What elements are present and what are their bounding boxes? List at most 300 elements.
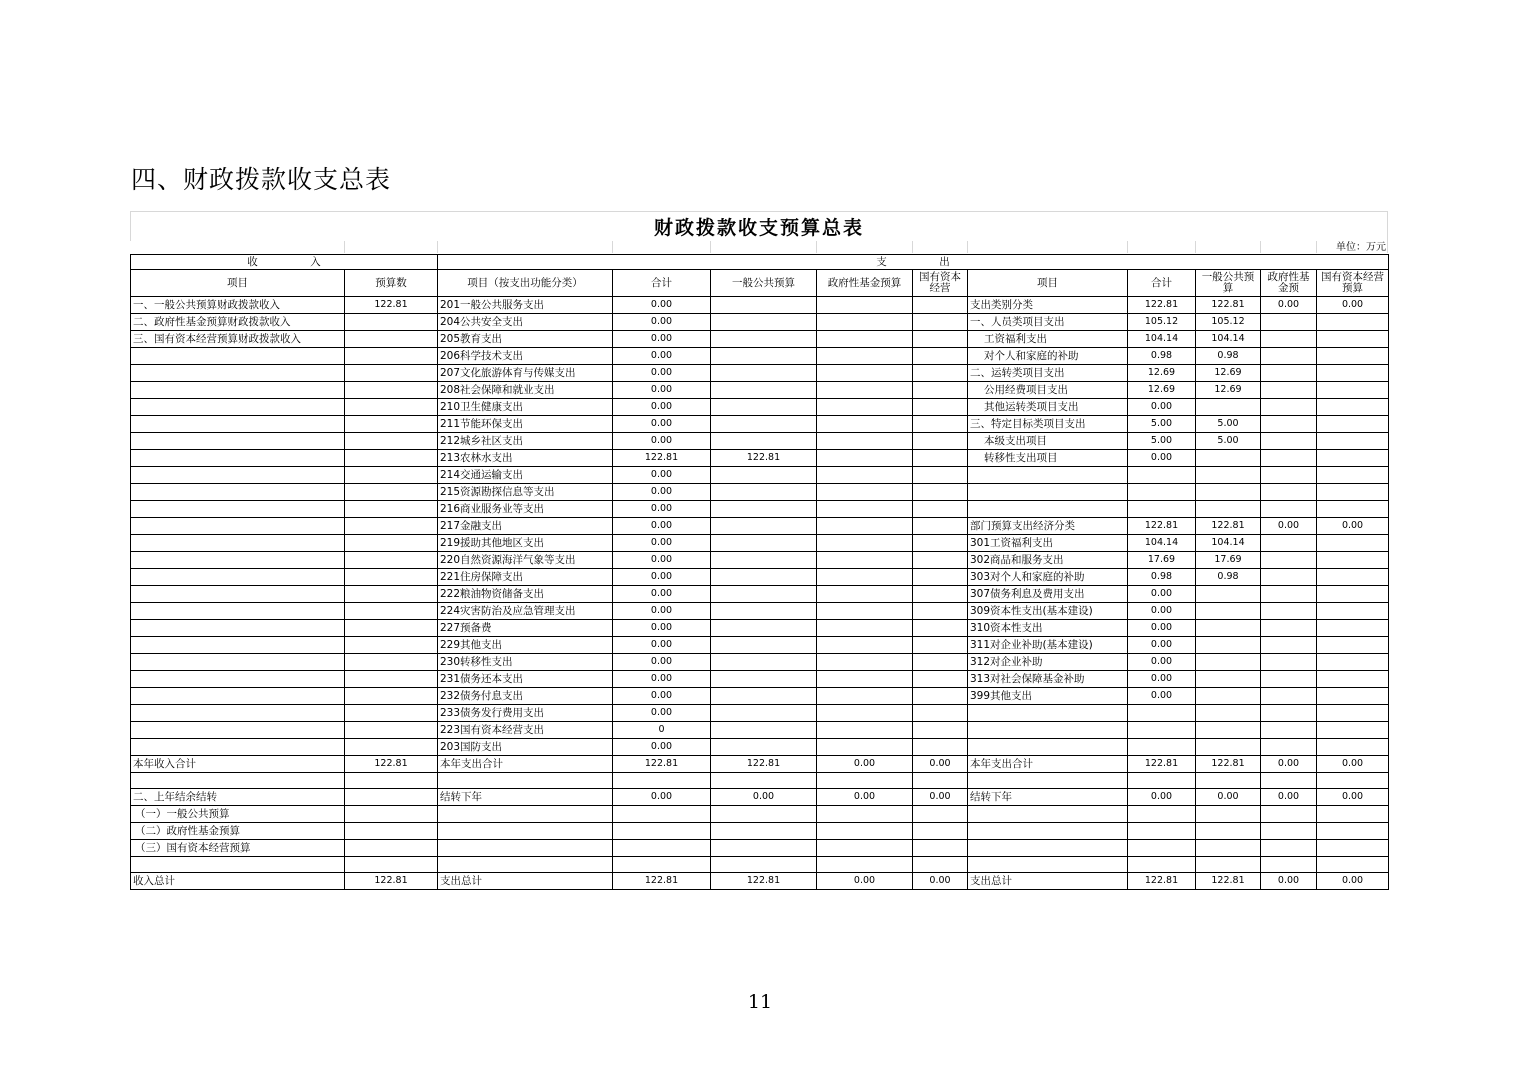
table-cell <box>345 857 438 873</box>
table-cell <box>131 450 345 467</box>
table-cell <box>1317 382 1389 399</box>
table-cell <box>1128 467 1196 484</box>
table-cell: 0.00 <box>613 603 711 620</box>
table-cell <box>1317 501 1389 518</box>
table-cell <box>913 484 968 501</box>
table-row <box>131 857 1389 873</box>
table-cell <box>711 365 817 382</box>
table-cell: 211节能环保支出 <box>438 416 613 433</box>
table-cell <box>968 501 1128 518</box>
table-cell: 215资源勘探信息等支出 <box>438 484 613 501</box>
table-cell <box>345 433 438 450</box>
table-cell <box>817 654 913 671</box>
table-cell: 0.00 <box>817 789 913 806</box>
table-cell: 122.81 <box>1196 297 1261 314</box>
table-cell <box>968 484 1128 501</box>
table-cell: 224灾害防治及应急管理支出 <box>438 603 613 620</box>
table-cell <box>1196 399 1261 416</box>
table-cell <box>817 722 913 739</box>
table-cell <box>913 620 968 637</box>
table-cell: 122.81 <box>1196 518 1261 535</box>
table-cell: 0.98 <box>1128 348 1196 365</box>
table-cell <box>1128 501 1196 518</box>
table-cell <box>1317 467 1389 484</box>
table-cell <box>1128 857 1196 873</box>
table-cell <box>817 382 913 399</box>
table-cell: 本年支出合计 <box>438 756 613 773</box>
table-cell <box>711 569 817 586</box>
table-cell: 0.00 <box>1261 873 1317 890</box>
table-cell: 0.00 <box>1261 518 1317 535</box>
table-cell: 229其他支出 <box>438 637 613 654</box>
table-cell <box>1317 399 1389 416</box>
table-cell: 0.00 <box>613 467 711 484</box>
table-row <box>131 773 1389 789</box>
table-cell: 207文化旅游体育与传媒支出 <box>438 365 613 382</box>
table-cell <box>1261 806 1317 823</box>
table-cell <box>1261 722 1317 739</box>
table-cell <box>1261 857 1317 873</box>
table-cell <box>913 382 968 399</box>
table-cell <box>1128 484 1196 501</box>
table-cell <box>1196 705 1261 722</box>
table-cell: 105.12 <box>1196 314 1261 331</box>
table-cell: 122.81 <box>613 873 711 890</box>
table-cell <box>345 773 438 789</box>
table-cell <box>131 671 345 688</box>
table-cell: 0.00 <box>613 637 711 654</box>
table-cell: 310资本性支出 <box>968 620 1128 637</box>
table-cell <box>1261 501 1317 518</box>
table-cell <box>913 365 968 382</box>
table-cell: 0.00 <box>613 586 711 603</box>
table-cell <box>438 840 613 857</box>
table-cell: 0.00 <box>1261 789 1317 806</box>
table-cell <box>1128 739 1196 756</box>
table-cell: 一、人员类项目支出 <box>968 314 1128 331</box>
table-cell: 216商业服务业等支出 <box>438 501 613 518</box>
table-cell <box>131 382 345 399</box>
table-cell <box>613 857 711 873</box>
table-cell <box>345 552 438 569</box>
table-cell <box>1317 535 1389 552</box>
table-cell <box>1261 314 1317 331</box>
table-cell: 支出总计 <box>438 873 613 890</box>
table-cell: 222粮油物资储备支出 <box>438 586 613 603</box>
table-cell <box>345 840 438 857</box>
table-cell: 219援助其他地区支出 <box>438 535 613 552</box>
table-row <box>131 722 1389 739</box>
table-cell <box>345 806 438 823</box>
table-row <box>131 535 1389 552</box>
table-cell: 122.81 <box>1128 518 1196 535</box>
table-cell <box>817 552 913 569</box>
table-cell: 0.00 <box>1261 297 1317 314</box>
table-cell: 0.00 <box>1128 654 1196 671</box>
table-cell: 12.69 <box>1196 382 1261 399</box>
table-cell <box>711 637 817 654</box>
table-cell <box>1317 331 1389 348</box>
table-cell: 122.81 <box>345 756 438 773</box>
table-cell <box>913 586 968 603</box>
table-cell <box>913 331 968 348</box>
table-cell: 232债务付息支出 <box>438 688 613 705</box>
table-cell <box>1317 806 1389 823</box>
table-cell <box>131 535 345 552</box>
table-cell <box>438 857 613 873</box>
table-row <box>131 739 1389 756</box>
table-cell: 0.00 <box>1128 789 1196 806</box>
table-cell <box>1317 348 1389 365</box>
col-func-item: 项目（按支出功能分类） <box>438 270 613 297</box>
table-cell <box>131 365 345 382</box>
table-cell <box>1261 586 1317 603</box>
table-cell <box>1261 348 1317 365</box>
table-cell: 205教育支出 <box>438 331 613 348</box>
table-cell <box>817 739 913 756</box>
table-cell: 12.69 <box>1196 365 1261 382</box>
table-cell <box>1317 722 1389 739</box>
table-cell <box>968 739 1128 756</box>
table-cell <box>1261 331 1317 348</box>
table-cell <box>345 467 438 484</box>
table-cell <box>1128 705 1196 722</box>
table-row <box>131 348 1389 365</box>
table-cell <box>345 603 438 620</box>
table-cell <box>131 518 345 535</box>
table-cell: 105.12 <box>1128 314 1196 331</box>
table-cell <box>711 603 817 620</box>
table-cell <box>345 501 438 518</box>
table-cell <box>817 501 913 518</box>
table-row <box>131 873 1389 890</box>
table-cell: 122.81 <box>1128 756 1196 773</box>
table-cell <box>817 671 913 688</box>
table-cell <box>1128 773 1196 789</box>
table-cell: 0.00 <box>1317 789 1389 806</box>
table-cell <box>913 722 968 739</box>
table-cell <box>1261 416 1317 433</box>
table-cell <box>345 688 438 705</box>
table-cell <box>913 416 968 433</box>
table-cell <box>711 586 817 603</box>
table-cell <box>817 484 913 501</box>
table-cell <box>817 467 913 484</box>
table-row <box>131 416 1389 433</box>
table-cell <box>131 857 345 873</box>
table-cell <box>1317 314 1389 331</box>
table-cell <box>345 637 438 654</box>
table-cell <box>817 348 913 365</box>
expenditure-group-header: 支 出 <box>438 255 1389 270</box>
table-cell: 0.00 <box>613 314 711 331</box>
table-cell <box>711 518 817 535</box>
table-cell <box>913 637 968 654</box>
table-cell: 一、一般公共预算财政拨款收入 <box>131 297 345 314</box>
table-cell <box>817 535 913 552</box>
table-cell: 104.14 <box>1196 331 1261 348</box>
table-cell <box>1317 450 1389 467</box>
table-row <box>131 382 1389 399</box>
table-cell <box>345 789 438 806</box>
table-cell: 122.81 <box>1128 873 1196 890</box>
table-cell <box>345 586 438 603</box>
table-cell <box>131 637 345 654</box>
table-cell <box>1128 823 1196 840</box>
group-header-row <box>131 255 1389 270</box>
table-cell <box>131 569 345 586</box>
table-cell <box>131 722 345 739</box>
col-func-soe: 国有资本经营 <box>913 270 968 297</box>
table-cell <box>345 654 438 671</box>
col-econ-fund: 政府性基金预 <box>1261 270 1317 297</box>
table-cell: 307债务利息及费用支出 <box>968 586 1128 603</box>
table-cell <box>711 688 817 705</box>
table-cell <box>817 399 913 416</box>
table-cell <box>345 739 438 756</box>
table-cell <box>1261 467 1317 484</box>
table-cell <box>1317 416 1389 433</box>
table-cell: 313对社会保障基金补助 <box>968 671 1128 688</box>
table-cell <box>817 297 913 314</box>
table-cell <box>1196 688 1261 705</box>
table-cell: 0.00 <box>1128 399 1196 416</box>
table-cell <box>913 399 968 416</box>
table-cell: 结转下年 <box>438 789 613 806</box>
table-cell <box>1196 467 1261 484</box>
table-cell: 5.00 <box>1128 433 1196 450</box>
table-cell: 203国防支出 <box>438 739 613 756</box>
table-cell <box>1261 840 1317 857</box>
table-cell <box>131 433 345 450</box>
table-cell: 301工资福利支出 <box>968 535 1128 552</box>
table-cell <box>1317 739 1389 756</box>
table-cell <box>711 806 817 823</box>
table-cell <box>1317 823 1389 840</box>
table-cell: 0.98 <box>1196 569 1261 586</box>
table-cell: 0.98 <box>1128 569 1196 586</box>
table-cell: 结转下年 <box>968 789 1128 806</box>
table-cell <box>613 840 711 857</box>
table-cell: （二）政府性基金预算 <box>131 823 345 840</box>
table-cell <box>438 806 613 823</box>
table-cell: 122.81 <box>1128 297 1196 314</box>
table-cell <box>711 433 817 450</box>
table-cell: 0.00 <box>1261 756 1317 773</box>
table-cell <box>345 331 438 348</box>
table-cell <box>817 620 913 637</box>
table-cell: 233债务发行费用支出 <box>438 705 613 722</box>
table-cell <box>817 586 913 603</box>
col-income-item: 项目 <box>131 270 345 297</box>
table-cell <box>1261 569 1317 586</box>
table-cell <box>913 433 968 450</box>
table-row <box>131 484 1389 501</box>
table-cell <box>817 314 913 331</box>
table-cell: 122.81 <box>1196 873 1261 890</box>
col-func-fund: 政府性基金预算 <box>817 270 913 297</box>
table-cell: 公用经费项目支出 <box>968 382 1128 399</box>
page-number: 11 <box>747 991 773 1013</box>
table-cell <box>913 467 968 484</box>
table-cell: 122.81 <box>345 873 438 890</box>
table-cell: 0.00 <box>817 756 913 773</box>
table-row <box>131 789 1389 806</box>
col-econ-item: 项目 <box>968 270 1128 297</box>
table-cell <box>131 501 345 518</box>
col-econ-soe: 国有资本经营预算 <box>1317 270 1389 297</box>
table-cell: 0.00 <box>1128 620 1196 637</box>
table-cell: 104.14 <box>1128 535 1196 552</box>
table-cell <box>1196 484 1261 501</box>
col-func-general: 一般公共预算 <box>711 270 817 297</box>
table-cell <box>345 518 438 535</box>
table-cell <box>1317 654 1389 671</box>
table-cell: 0.00 <box>913 789 968 806</box>
table-cell <box>1196 840 1261 857</box>
table-cell <box>1317 569 1389 586</box>
table-row <box>131 314 1389 331</box>
table-cell: 201一般公共服务支出 <box>438 297 613 314</box>
table-cell <box>968 806 1128 823</box>
table-row <box>131 467 1389 484</box>
table-cell <box>1261 739 1317 756</box>
table-cell: 12.69 <box>1128 382 1196 399</box>
table-cell <box>131 654 345 671</box>
table-cell: 204公共安全支出 <box>438 314 613 331</box>
table-cell <box>817 823 913 840</box>
table-cell <box>1196 501 1261 518</box>
table-row <box>131 586 1389 603</box>
table-cell <box>345 671 438 688</box>
table-cell <box>711 671 817 688</box>
table-row <box>131 705 1389 722</box>
table-cell <box>913 518 968 535</box>
table-cell <box>1317 705 1389 722</box>
table-cell <box>438 823 613 840</box>
table-cell: 二、政府性基金预算财政拨款收入 <box>131 314 345 331</box>
table-cell <box>1261 382 1317 399</box>
table-cell <box>817 857 913 873</box>
table-cell: 0.00 <box>1128 450 1196 467</box>
table-row <box>131 840 1389 857</box>
table-cell <box>817 773 913 789</box>
table-cell: 0.00 <box>1317 873 1389 890</box>
table-cell: 104.14 <box>1196 535 1261 552</box>
table-cell: 支出类别分类 <box>968 297 1128 314</box>
table-cell: 0.00 <box>613 297 711 314</box>
table-cell: 0.00 <box>817 873 913 890</box>
table-cell: 本年收入合计 <box>131 756 345 773</box>
table-cell: 0.00 <box>613 416 711 433</box>
table-cell <box>345 382 438 399</box>
table-cell <box>345 484 438 501</box>
table-cell <box>345 348 438 365</box>
table-cell: 0.00 <box>613 569 711 586</box>
table-cell: 0 <box>613 722 711 739</box>
table-cell: （三）国有资本经营预算 <box>131 840 345 857</box>
unit-label: 单位：万元 <box>1336 242 1386 253</box>
table-cell: 0.00 <box>613 382 711 399</box>
table-cell: 230转移性支出 <box>438 654 613 671</box>
table-cell <box>131 705 345 722</box>
table-row <box>131 654 1389 671</box>
table-cell <box>1261 671 1317 688</box>
table-cell: 本级支出项目 <box>968 433 1128 450</box>
table-cell: 217金融支出 <box>438 518 613 535</box>
table-cell <box>711 501 817 518</box>
table-cell <box>711 840 817 857</box>
table-cell: 214交通运输支出 <box>438 467 613 484</box>
table-row <box>131 823 1389 840</box>
table-cell: 0.00 <box>1317 297 1389 314</box>
table-cell <box>968 467 1128 484</box>
table-cell <box>1317 620 1389 637</box>
table-cell: 303对个人和家庭的补助 <box>968 569 1128 586</box>
table-cell <box>913 688 968 705</box>
table-cell <box>711 348 817 365</box>
table-cell <box>1196 654 1261 671</box>
table-cell <box>1261 552 1317 569</box>
table-row <box>131 620 1389 637</box>
table-cell <box>1261 365 1317 382</box>
table-row <box>131 433 1389 450</box>
table-cell <box>817 705 913 722</box>
table-cell <box>1196 450 1261 467</box>
col-income-budget: 预算数 <box>345 270 438 297</box>
table-cell <box>1128 722 1196 739</box>
table-cell <box>131 399 345 416</box>
table-cell <box>131 348 345 365</box>
table-cell: 0.00 <box>613 739 711 756</box>
table-cell <box>1261 823 1317 840</box>
table-cell <box>1196 722 1261 739</box>
table-cell: 212城乡社区支出 <box>438 433 613 450</box>
table-cell: 5.00 <box>1196 433 1261 450</box>
table-cell <box>1261 535 1317 552</box>
table-cell <box>131 739 345 756</box>
table-cell <box>1196 671 1261 688</box>
table-cell <box>711 620 817 637</box>
table-cell <box>711 297 817 314</box>
table-cell <box>817 688 913 705</box>
table-cell: 210卫生健康支出 <box>438 399 613 416</box>
table-row <box>131 331 1389 348</box>
table-cell <box>1261 450 1317 467</box>
table-cell <box>711 416 817 433</box>
table-cell <box>913 569 968 586</box>
table-cell <box>613 806 711 823</box>
table-cell <box>711 857 817 873</box>
table-cell: 122.81 <box>613 756 711 773</box>
table-title: 财政拨款收支预算总表 <box>130 211 1388 241</box>
table-row <box>131 501 1389 518</box>
table-row <box>131 637 1389 654</box>
table-row <box>131 552 1389 569</box>
table-cell: 工资福利支出 <box>968 331 1128 348</box>
table-cell: 二、运转类项目支出 <box>968 365 1128 382</box>
table-cell <box>1196 620 1261 637</box>
table-cell: 0.00 <box>613 688 711 705</box>
table-cell: 支出总计 <box>968 873 1128 890</box>
table-cell: 0.00 <box>1317 756 1389 773</box>
table-cell <box>1317 688 1389 705</box>
table-cell <box>711 552 817 569</box>
income-group-header: 收 入 <box>131 255 438 270</box>
column-header-row <box>131 270 1389 297</box>
table-cell <box>1261 484 1317 501</box>
table-row <box>131 569 1389 586</box>
